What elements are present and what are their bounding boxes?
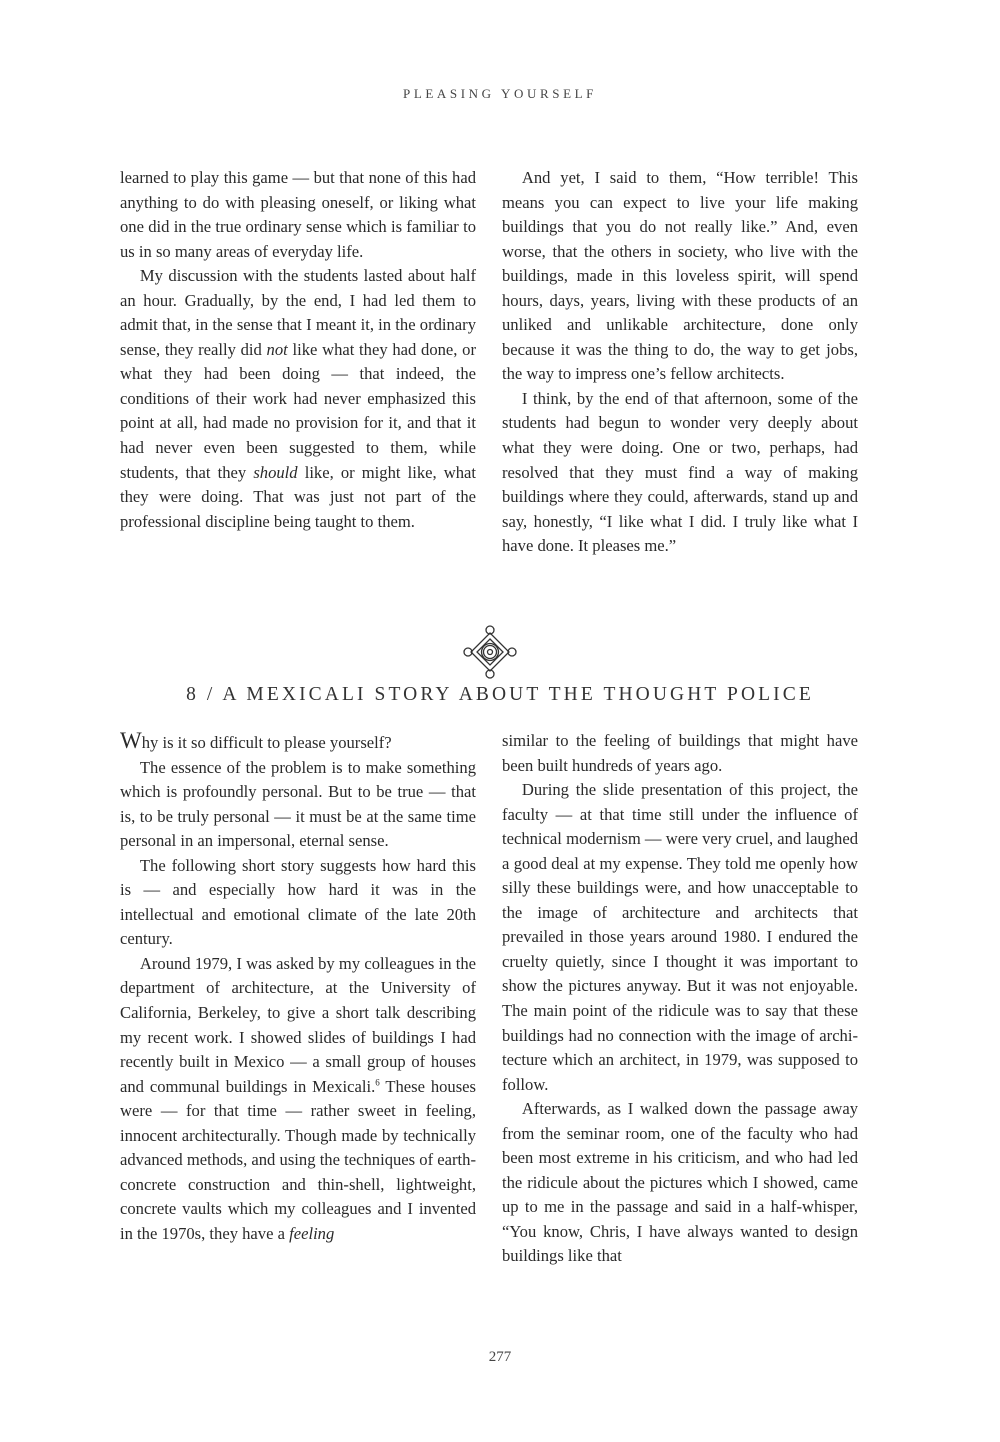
paragraph: During the slide presentation of this project, the faculty — at that time still under the influence of technical modernism — were very cruel, and laughed a good deal at my expense. They told me openly how silly these buildings were, and how unacceptable to the image of architecture and architects that prevailed in those years around 1980. I endured the cruelty quietly, since I thought it was important to show the pictures anyway. But it was not enjoyable. The main point of the ridicule was to say that these buildings had no connection with the image of architecture which an architect, in 1979, was supposed to follow. bbox=[502, 780, 858, 1094]
paragraph: similar to the feeling of buildings that might have been built hundreds of years ago. bbox=[502, 731, 858, 775]
paragraph bbox=[120, 729, 476, 756]
bottom-right-column bbox=[502, 729, 858, 1269]
knot-ornament-icon bbox=[462, 624, 518, 680]
footnote-ref: 6 bbox=[375, 1077, 380, 1088]
text-run: hy is it so difficult to please yourself? bbox=[141, 733, 392, 752]
chapter-heading: 8 / A MEXICALI STORY ABOUT THE THOUGHT POLICE bbox=[186, 684, 814, 705]
emphasis: feeling bbox=[289, 1223, 335, 1243]
text-run: Around 1979, I was asked by my colleagues in the department of architecture, at the University of California, Berkeley, to give a short talk describing my recent work. I showed slides of buildings I had recently built in Mexico — a small group of houses and communal buildings in Mexicali. bbox=[120, 953, 476, 1096]
top-right-column bbox=[502, 166, 858, 559]
paragraph bbox=[120, 264, 476, 534]
paragraph: learned to play this game — but that none of this had anything to do with pleasing oneself, or liking what one did in the true ordinary sense which is familiar to us in so many areas of everyday life. bbox=[120, 168, 476, 261]
paragraph: I think, by the end of that afternoon, some of the students had begun to wonder very deeply about what they were doing. One or two, perhaps, had resolved that they must find a way of making buildings where they could, afterwards, stand up and say, honestly, “I like what I did. I truly like what I have done. It pleases me.” bbox=[502, 388, 858, 556]
top-left-column bbox=[120, 166, 476, 534]
page-number: 277 bbox=[488, 1349, 512, 1365]
text-run: My discussion with the students lasted about half an hour. Gradually, by the end, I had led them to admit that, in the sense that I meant it, in the ordinary sense, they really did bbox=[120, 266, 476, 359]
paragraph: The following short story suggests how hard this is — and especially how hard it was in the intellectual and emotional climate of the late 20th century. bbox=[120, 855, 476, 949]
paragraph: The essence of the problem is to make something which is profoundly personal. But to be true — that is, to be truly personal — it must be at the same time personal in an impersonal, eternal sense. bbox=[120, 757, 476, 851]
paragraph bbox=[120, 952, 476, 1247]
paragraph: Afterwards, as I walked down the passage away from the seminar room, one of the faculty who had been most extreme in his criticism, and who had led the ridicule about the pictures which I showed, came up to me in the passage and said in a half-whisper, “You know, Chris, I have always wanted to design buildings like that bbox=[502, 1099, 858, 1266]
emphasis: should bbox=[253, 462, 298, 482]
paragraph: And yet, I said to them, “How terrible! This means you can expect to live your life making buildings that you do not really like.” And, even worse, that the others in society, who live with the buildings, made in this loveless spirit, will spend hours, days, years, living with these products of an unliked and unlikable architecture, done only because it was the thing to do, the way to get jobs, the way to impress one’s fellow architects. bbox=[502, 168, 858, 384]
text-run: like, or might like, what they were doing. That was just not part of the professional discipline being taught to them. bbox=[120, 462, 477, 531]
drop-cap: W bbox=[120, 728, 142, 753]
emphasis: not bbox=[266, 339, 288, 359]
running-head: PLEASING YOURSELF bbox=[403, 86, 597, 101]
text-run: These houses were — for that time — rather sweet in feeling, innocent architecturally. Though made by technically advanced methods, and using the techniques of earth-concrete construction and thin-shell, lightweight, concrete vaults which my colleagues and I invented in the 1970s, they have a bbox=[120, 1076, 477, 1243]
bottom-left-column bbox=[120, 729, 476, 1246]
text-run: like what they had done, or what they had been doing — that indeed, the conditions of their work had never emphasized this point at all, had made no provision for it, and that it had never even been suggested to them, while students, that they bbox=[120, 339, 476, 482]
